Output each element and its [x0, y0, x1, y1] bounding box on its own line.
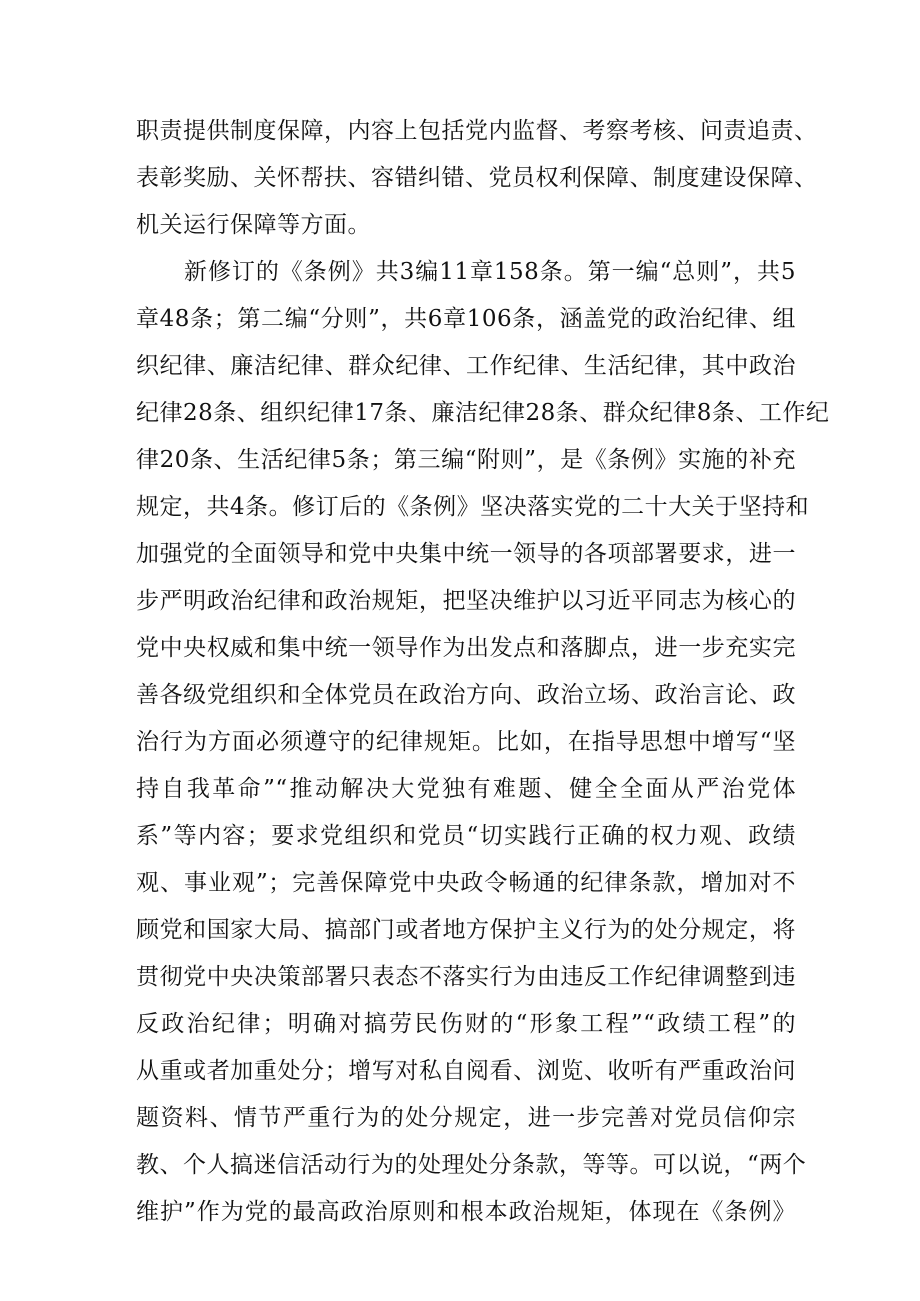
text-line: 观、事业观”；完善保障党中央政令畅通的纪律条款，增加对不: [136, 870, 796, 896]
text-line: 系”等内容；要求党组织和党员“切实践行正确的权力观、政绩: [136, 823, 796, 849]
text-line: 律20条、生活纪律5条；第三编“附则”，是《条例》实施的补充: [136, 447, 796, 473]
text-line: 章48条；第二编“分则”，共6章106条，涵盖党的政治纪律、组: [136, 306, 796, 332]
text-line: 步严明政治纪律和政治规矩，把坚决维护以习近平同志为核心的: [136, 588, 796, 614]
text-line: 职责提供制度保障，内容上包括党内监督、考察考核、问责追责、: [136, 118, 818, 144]
text-line: 加强党的全面领导和党中央集中统一领导的各项部署要求，进一: [136, 541, 796, 567]
text-line: 织纪律、廉洁纪律、群众纪律、工作纪律、生活纪律，其中政治: [136, 353, 796, 379]
text-line: 表彰奖励、关怀帮扶、容错纠错、党员权利保障、制度建设保障、: [136, 165, 818, 191]
text-line: 从重或者加重处分；增写对私自阅看、浏览、收听有严重政治问: [136, 1058, 796, 1084]
text-line: 持自我革命”“推动解决大党独有难题、健全全面从严治党体: [136, 776, 796, 802]
text-line: 党中央权威和集中统一领导作为出发点和落脚点，进一步充实完: [136, 635, 796, 661]
paragraph-first-line: 新修订的《条例》共3编11章158条。第一编“总则”，共5: [184, 259, 796, 285]
text-line: 机关运行保障等方面。: [136, 212, 371, 238]
text-line: 反政治纪律；明确对搞劳民伤财的“形象工程”“政绩工程”的: [136, 1011, 796, 1037]
text-line: 纪律28条、组织纪律17条、廉洁纪律28条、群众纪律8条、工作纪: [136, 400, 830, 426]
text-line: 教、个人搞迷信活动行为的处理处分条款，等等。可以说，“两个: [136, 1152, 807, 1178]
text-line: 善各级党组织和全体党员在政治方向、政治立场、政治言论、政: [136, 682, 796, 708]
text-line: 顾党和国家大局、搞部门或者地方保护主义行为的处分规定，将: [136, 917, 796, 943]
text-line: 维护”作为党的最高政治原则和根本政治规矩，体现在《条例》: [136, 1199, 796, 1225]
text-line: 规定，共4条。修订后的《条例》坚决落实党的二十大关于坚持和: [136, 494, 810, 520]
text-line: 治行为方面必须遵守的纪律规矩。比如，在指导思想中增写“坚: [136, 729, 796, 755]
text-line: 题资料、情节严重行为的处分规定，进一步完善对党员信仰宗: [136, 1105, 796, 1131]
text-line: 贯彻党中央决策部署只表态不落实行为由违反工作纪律调整到违: [136, 964, 796, 990]
body-text: [136, 108, 830, 1236]
